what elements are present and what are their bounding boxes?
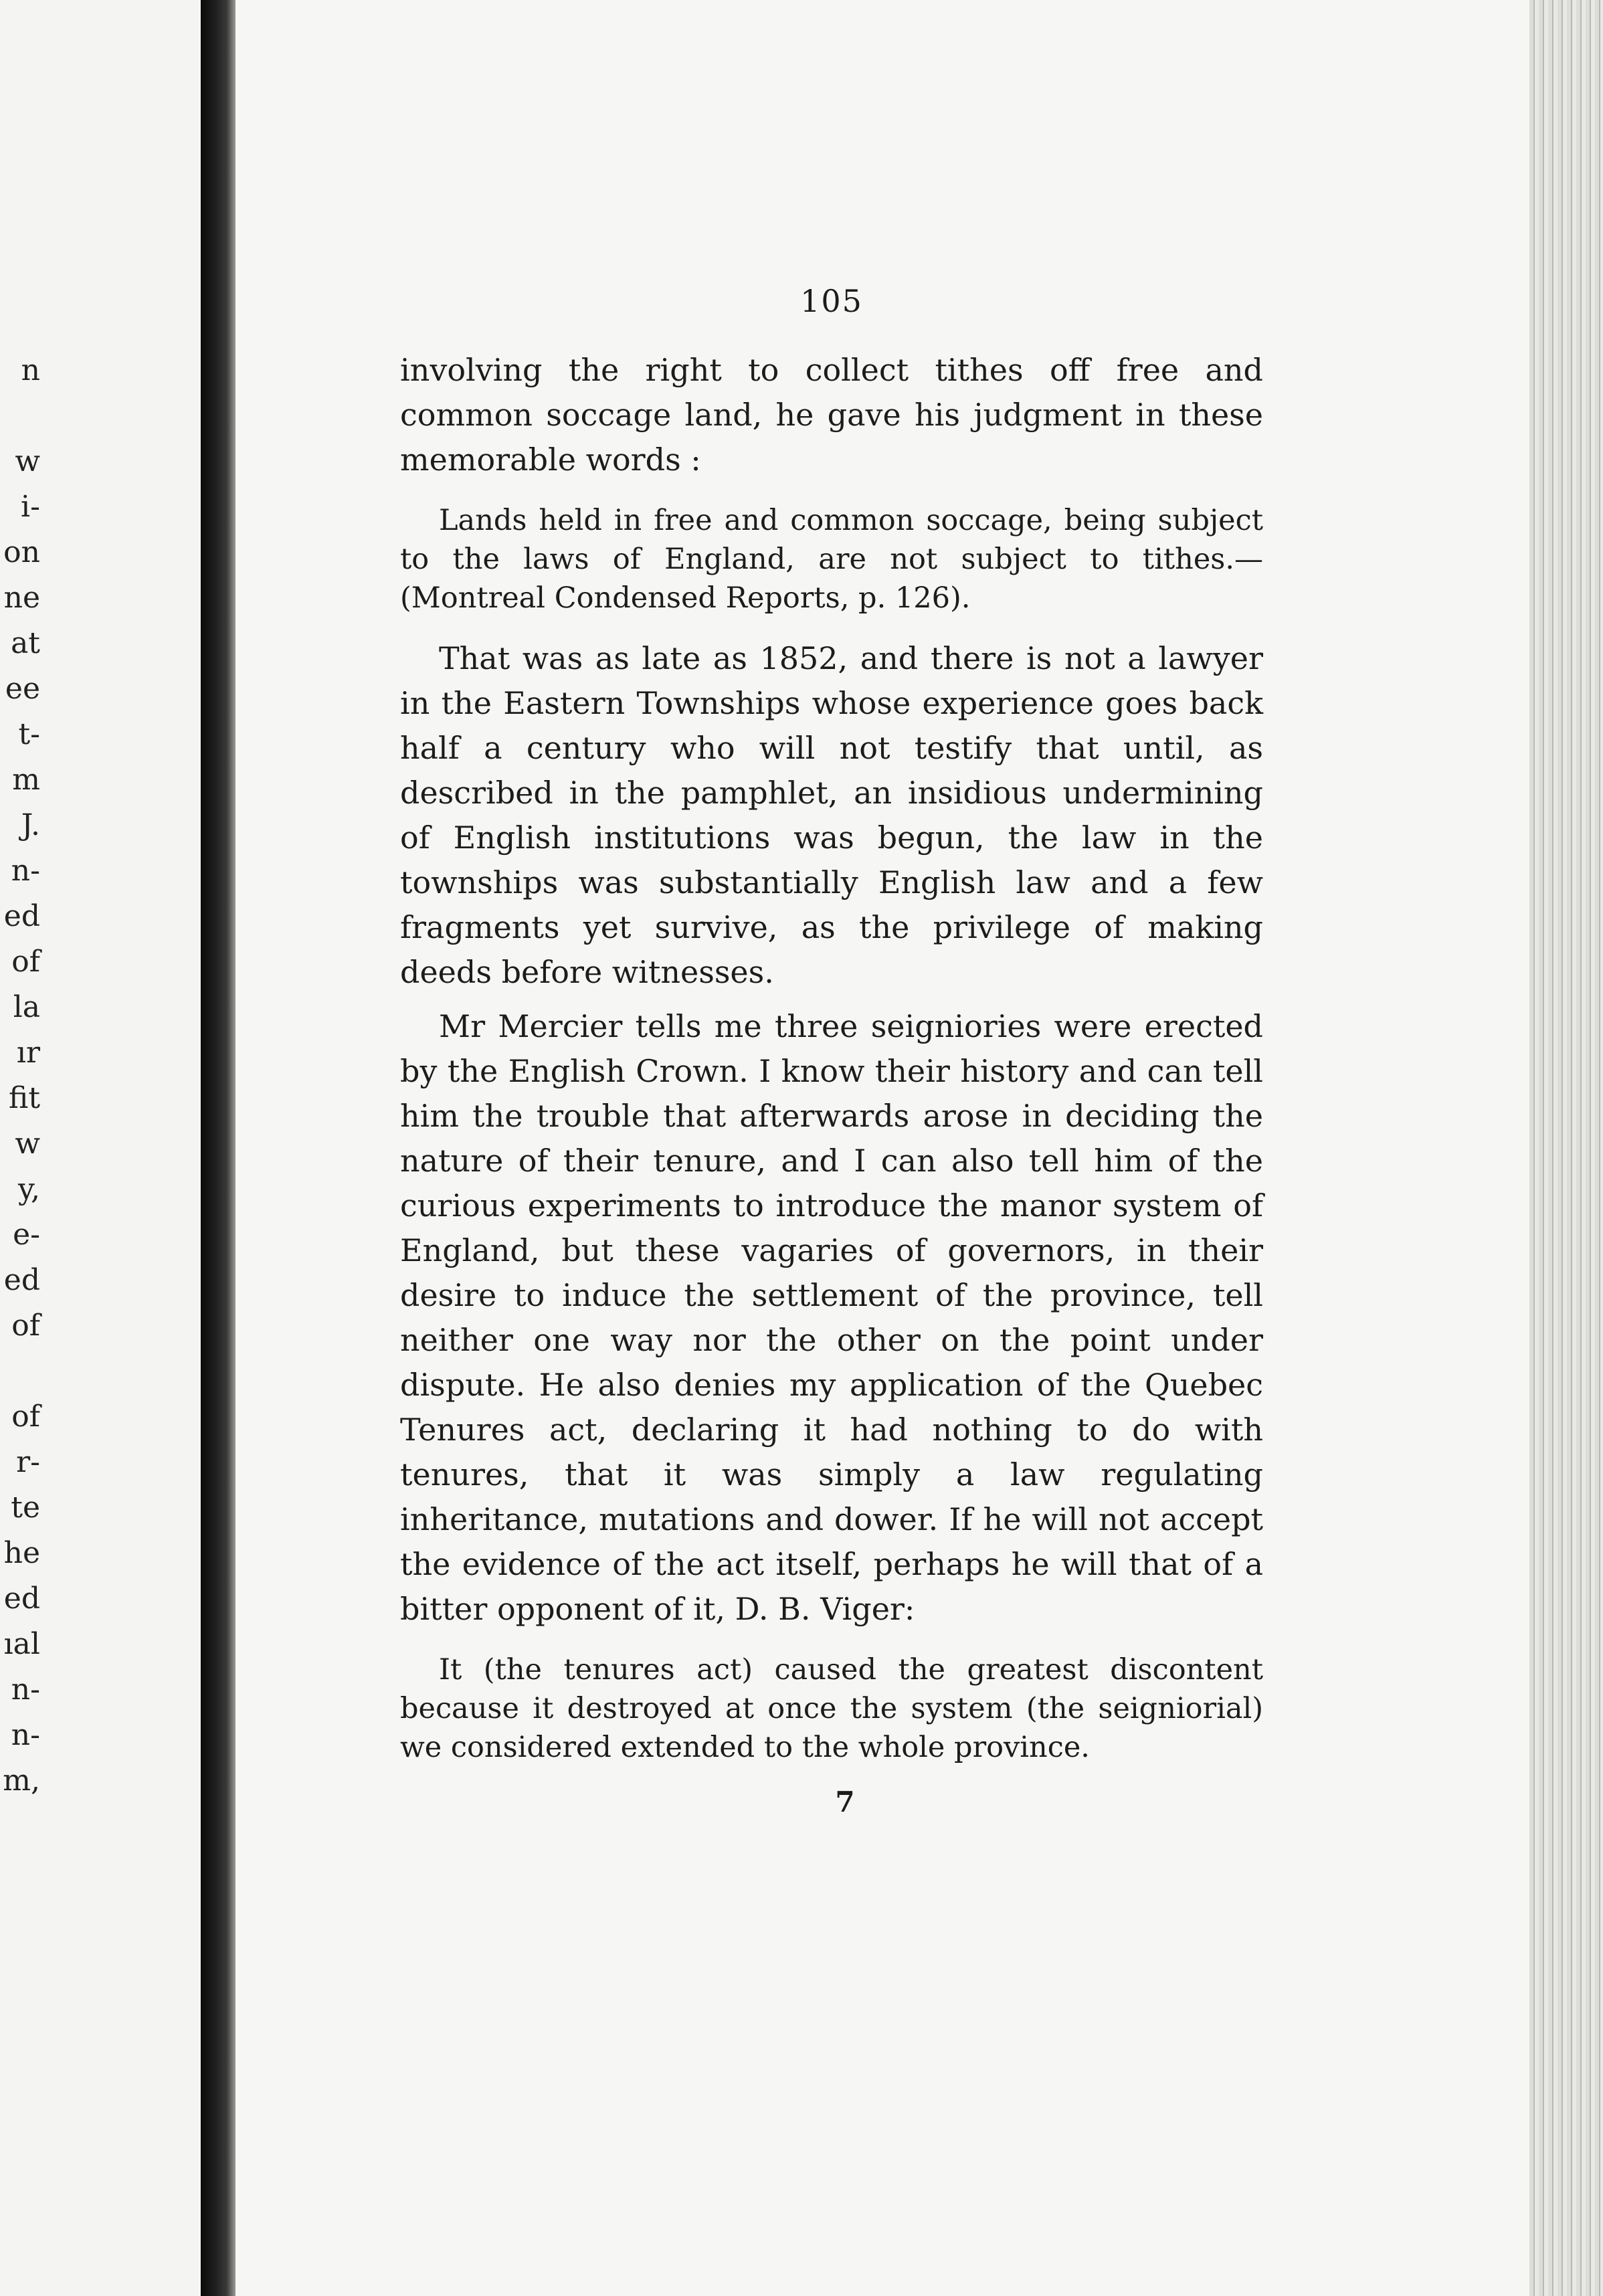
quotation-2: It (the tenures act) caused the greatest discontent because it destroyed at once the system (the seigniorial) we considered extended to the whole province. bbox=[400, 1653, 1263, 1764]
left-page-fragment: at bbox=[11, 626, 40, 660]
left-page-fragment: w bbox=[15, 444, 40, 478]
paragraph-1: involving the right to collect tithes off free and common soccage land, he gave his judgment in these memorable words : bbox=[400, 352, 1263, 478]
left-page-fragment: i- bbox=[21, 490, 40, 524]
book-gutter bbox=[201, 0, 235, 2296]
left-page-fragment: e- bbox=[13, 1218, 40, 1252]
page-number: 105 bbox=[800, 283, 863, 319]
left-page-fragment: he bbox=[3, 1536, 40, 1570]
left-page-fragment: fit bbox=[8, 1081, 40, 1115]
left-page-text-fragments bbox=[0, 348, 40, 1804]
left-page-fragment: y, bbox=[18, 1172, 40, 1206]
left-page-fragment: of bbox=[11, 1309, 40, 1343]
left-page-fragment: of bbox=[11, 1400, 40, 1434]
signature-mark: 7 bbox=[835, 1786, 855, 1818]
left-page-fragment: ed bbox=[3, 1263, 40, 1297]
page-edges bbox=[1529, 0, 1603, 2296]
left-page-fragment: ed bbox=[3, 1582, 40, 1616]
left-page-fragment: ee bbox=[5, 672, 40, 706]
left-page-fragment: la bbox=[13, 990, 40, 1024]
left-page-fragment: r- bbox=[16, 1445, 40, 1479]
left-page-fragment: te bbox=[11, 1491, 40, 1525]
left-page-fragment: n- bbox=[11, 854, 40, 888]
left-page-fragment: of bbox=[11, 945, 40, 979]
left-page-fragment: t- bbox=[18, 717, 40, 751]
left-page-fragment: ır bbox=[16, 1036, 40, 1070]
left-page-fragment: n- bbox=[11, 1672, 40, 1707]
left-page-fragment: ed bbox=[3, 899, 40, 933]
paragraph-2: That was as late as 1852, and there is not a lawyer in the Eastern Townships whose experience goes back half a century who will not testify that until, as described in the pamphlet, an insidious undermining of English institutions was begun, the law in the townships was substantially English law and a few fragments yet survive, as the privilege of making deeds before witnesses. bbox=[400, 640, 1263, 990]
left-page-fragment bbox=[0, 393, 40, 439]
quotation-1: Lands held in free and common soccage, being subject to the laws of England, are not subject to tithes.—(Montreal Condensed Reports, p. 126). bbox=[400, 504, 1263, 615]
left-page-fragment: n- bbox=[11, 1718, 40, 1752]
left-page-fragment: m bbox=[12, 763, 40, 797]
left-page-fragment: ne bbox=[3, 581, 40, 615]
left-page-fragment: ıal bbox=[3, 1627, 40, 1661]
left-page-fragment: J. bbox=[21, 808, 40, 842]
left-facing-page bbox=[0, 0, 201, 2296]
left-page-fragment: w bbox=[15, 1127, 40, 1161]
left-page-fragment: m, bbox=[3, 1763, 40, 1798]
left-page-fragment: on bbox=[3, 535, 40, 569]
page-text-block bbox=[400, 281, 1263, 1818]
paragraph-3: Mr Mercier tells me three seigniories were erected by the English Crown. I know their history and can tell him the trouble that afterwards arose in deciding the nature of their tenure, and I can also tell him of the curious experiments to introduce the manor system of England, but these vagaries of governors, in their desire to induce the settlement of the province, tell neither one way nor the other on the point under dispute. He also denies my application of the Quebec Tenures act, declaring it had nothing to do with tenures, that it was simply a law regulating inheritance, mutations and dower. If he will not accept the evidence of the act itself, perhaps he will that of a bitter opponent of it, D. B. Viger: bbox=[400, 1008, 1263, 1627]
left-page-fragment bbox=[0, 1349, 40, 1394]
left-page-fragment: n bbox=[21, 353, 40, 387]
